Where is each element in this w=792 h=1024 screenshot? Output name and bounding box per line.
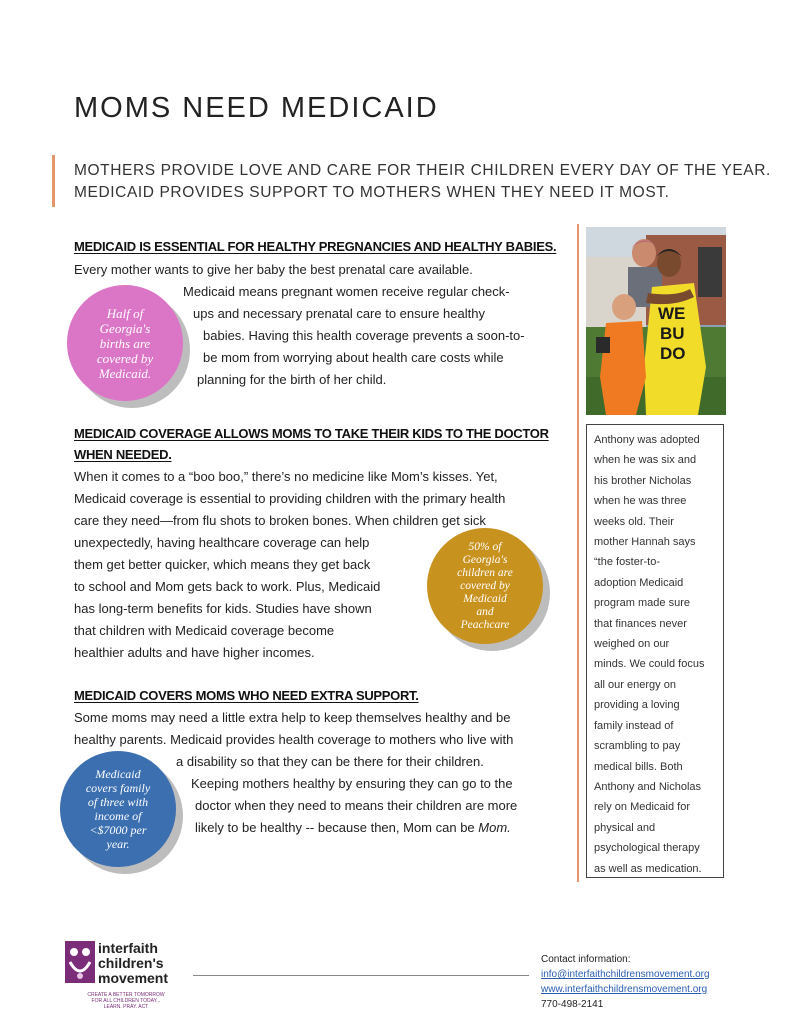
story-line: physical and <box>594 821 656 834</box>
callout-text: births are <box>99 335 151 351</box>
body-line: babies. Having this health coverage prevents a soon-to- <box>203 328 525 343</box>
story-line: “the foster-to- <box>594 556 661 569</box>
story-line: adoption Medicaid <box>594 576 684 589</box>
body-line: has long-term benefits for kids. Studies have shown <box>74 601 372 616</box>
column-divider <box>577 224 579 882</box>
body-line: them get better quicker, which means they get back <box>74 557 371 572</box>
callout-text: covers family <box>85 781 151 795</box>
body-line: Every mother wants to give her baby the best prenatal care available. <box>74 262 473 277</box>
body-line: care they need—from flu shots to broken bones. When children get sick <box>74 513 486 528</box>
story-line: Anthony was adopted <box>594 434 700 446</box>
contact-info <box>541 952 710 1012</box>
callout-text: Georgia's <box>99 320 151 336</box>
callout-text: covered by <box>96 350 154 366</box>
page-title: MOMS NEED MEDICAID <box>74 92 439 124</box>
story-line: rely on Medicaid for <box>594 801 690 814</box>
svg-text:BU: BU <box>660 324 685 343</box>
contact-email-link[interactable]: info@interfaithchildrensmovement.org <box>541 969 710 980</box>
story-line: when he was six and <box>594 454 697 467</box>
callout-text: income of <box>94 809 142 823</box>
story-line: Anthony and Nicholas <box>594 780 702 793</box>
callout-text: children are <box>457 566 513 579</box>
body-line: unexpectedly, having healthcare coverage can help <box>74 535 370 550</box>
callout-text: covered by <box>460 579 510 592</box>
story-line: weeks old. Their <box>594 515 674 528</box>
logo-name-line: children's <box>98 955 164 971</box>
story-line: minds. We could focus <box>594 658 705 671</box>
body-line-last <box>195 817 511 839</box>
subtitle-line: MOTHERS PROVIDE LOVE AND CARE FOR THEIR CHILDREN EVERY DAY OF THE YEAR. <box>74 162 771 179</box>
body-line: Medicaid coverage is essential to providing children with the primary health <box>74 491 506 506</box>
section-heading-support: MEDICAID COVERS MOMS WHO NEED EXTRA SUPPORT. <box>74 688 419 703</box>
callout-births-circle <box>67 285 183 401</box>
callout-text: year. <box>106 837 130 851</box>
logo-tagline: CREATE A BETTER TOMORROW <box>87 992 165 998</box>
section-heading-doctor-cont: WHEN NEEDED. <box>74 447 172 462</box>
callout-text: 50% of <box>468 540 502 553</box>
story-line: that finances never <box>594 617 687 630</box>
adoption-story-box <box>586 424 724 878</box>
body-line: to school and Mom gets back to work. Plus, Medicaid <box>74 579 381 594</box>
body-line: Keeping mothers healthy by ensuring they can go to the <box>191 776 513 791</box>
shirt-text <box>658 304 686 363</box>
callout-text: Medicaid <box>463 592 507 605</box>
callout-children-circle <box>427 528 543 644</box>
callout-text: Georgia's <box>462 553 508 566</box>
story-line: family instead of <box>594 719 674 732</box>
callout-income-circle <box>60 751 176 867</box>
subtitle <box>74 160 771 204</box>
callout-text: Medicaid. <box>98 365 152 381</box>
body-line: a disability so that they can be there for their children. <box>176 754 484 769</box>
story-line: as well as medication. <box>594 862 702 875</box>
section-heading-pregnancies: MEDICAID IS ESSENTIAL FOR HEALTHY PREGNANCIES AND HEALTHY BABIES. <box>74 239 557 254</box>
body-line: doctor when they need to means their children are more <box>195 798 518 813</box>
story-line: his brother Nicholas <box>594 474 692 487</box>
story-line: mother Hannah says <box>594 536 696 549</box>
section-heading-doctor: MEDICAID COVERAGE ALLOWS MOMS TO TAKE THEIR KIDS TO THE DOCTOR <box>74 426 549 441</box>
body-line: that children with Medicaid coverage become <box>74 623 335 638</box>
svg-text:DO: DO <box>660 344 686 363</box>
interfaith-logo <box>64 940 188 1017</box>
callout-text: <$7000 per <box>89 823 147 837</box>
story-line: when he was three <box>594 495 687 508</box>
callout-text: of three with <box>87 795 149 809</box>
footer-divider <box>193 975 529 976</box>
subtitle-line: MEDICAID PROVIDES SUPPORT TO MOTHERS WHEN THEY NEED IT MOST. <box>74 184 670 201</box>
logo-tagline: FOR ALL CHILDREN TODAY... <box>91 998 161 1004</box>
contact-phone: 770-498-2141 <box>541 999 604 1010</box>
callout-text: Medicaid <box>95 767 141 781</box>
story-line: psychological therapy <box>594 842 700 855</box>
svg-text:WE: WE <box>658 304 686 323</box>
subtitle-accent-bar <box>52 155 55 207</box>
callout-text: and <box>476 605 494 618</box>
body-line: Medicaid means pregnant women receive regular check- <box>183 284 510 299</box>
story-line: all our energy on <box>594 678 676 691</box>
logo-name-line: movement <box>98 970 169 986</box>
body-line: planning for the birth of her child. <box>197 372 387 387</box>
body-line: ups and necessary prenatal care to ensure healthy <box>193 306 485 321</box>
story-line: medical bills. Both <box>594 760 683 773</box>
contact-website-link[interactable]: www.interfaithchildrensmovement.org <box>541 984 708 995</box>
logo-name-line: interfaith <box>98 940 158 956</box>
body-line: be mom from worrying about health care costs while <box>203 350 504 365</box>
callout-text: Half of <box>106 305 144 321</box>
body-line: Some moms may need a little extra help to keep themselves healthy and be <box>74 710 511 725</box>
contact-label: Contact information: <box>541 954 631 965</box>
emphasis-mom: Mom. <box>478 820 511 835</box>
story-line: weighed on our <box>594 638 670 651</box>
body-text: likely to be healthy -- because then, Mom can be <box>195 820 479 835</box>
body-line: healthy parents. Medicaid provides health coverage to mothers who live with <box>74 732 514 747</box>
callout-text: Peachcare <box>460 618 510 631</box>
family-photo <box>586 227 726 415</box>
body-line: healthier adults and have higher incomes. <box>74 645 315 660</box>
story-line: scrambling to pay <box>594 740 681 753</box>
story-line: providing a loving <box>594 699 680 712</box>
logo-tagline: LEARN. PRAY. ACT <box>103 1004 149 1010</box>
story-line: program made sure <box>594 597 690 610</box>
body-line: When it comes to a “boo boo,” there’s no medicine like Mom’s kisses. Yet, <box>74 469 498 484</box>
